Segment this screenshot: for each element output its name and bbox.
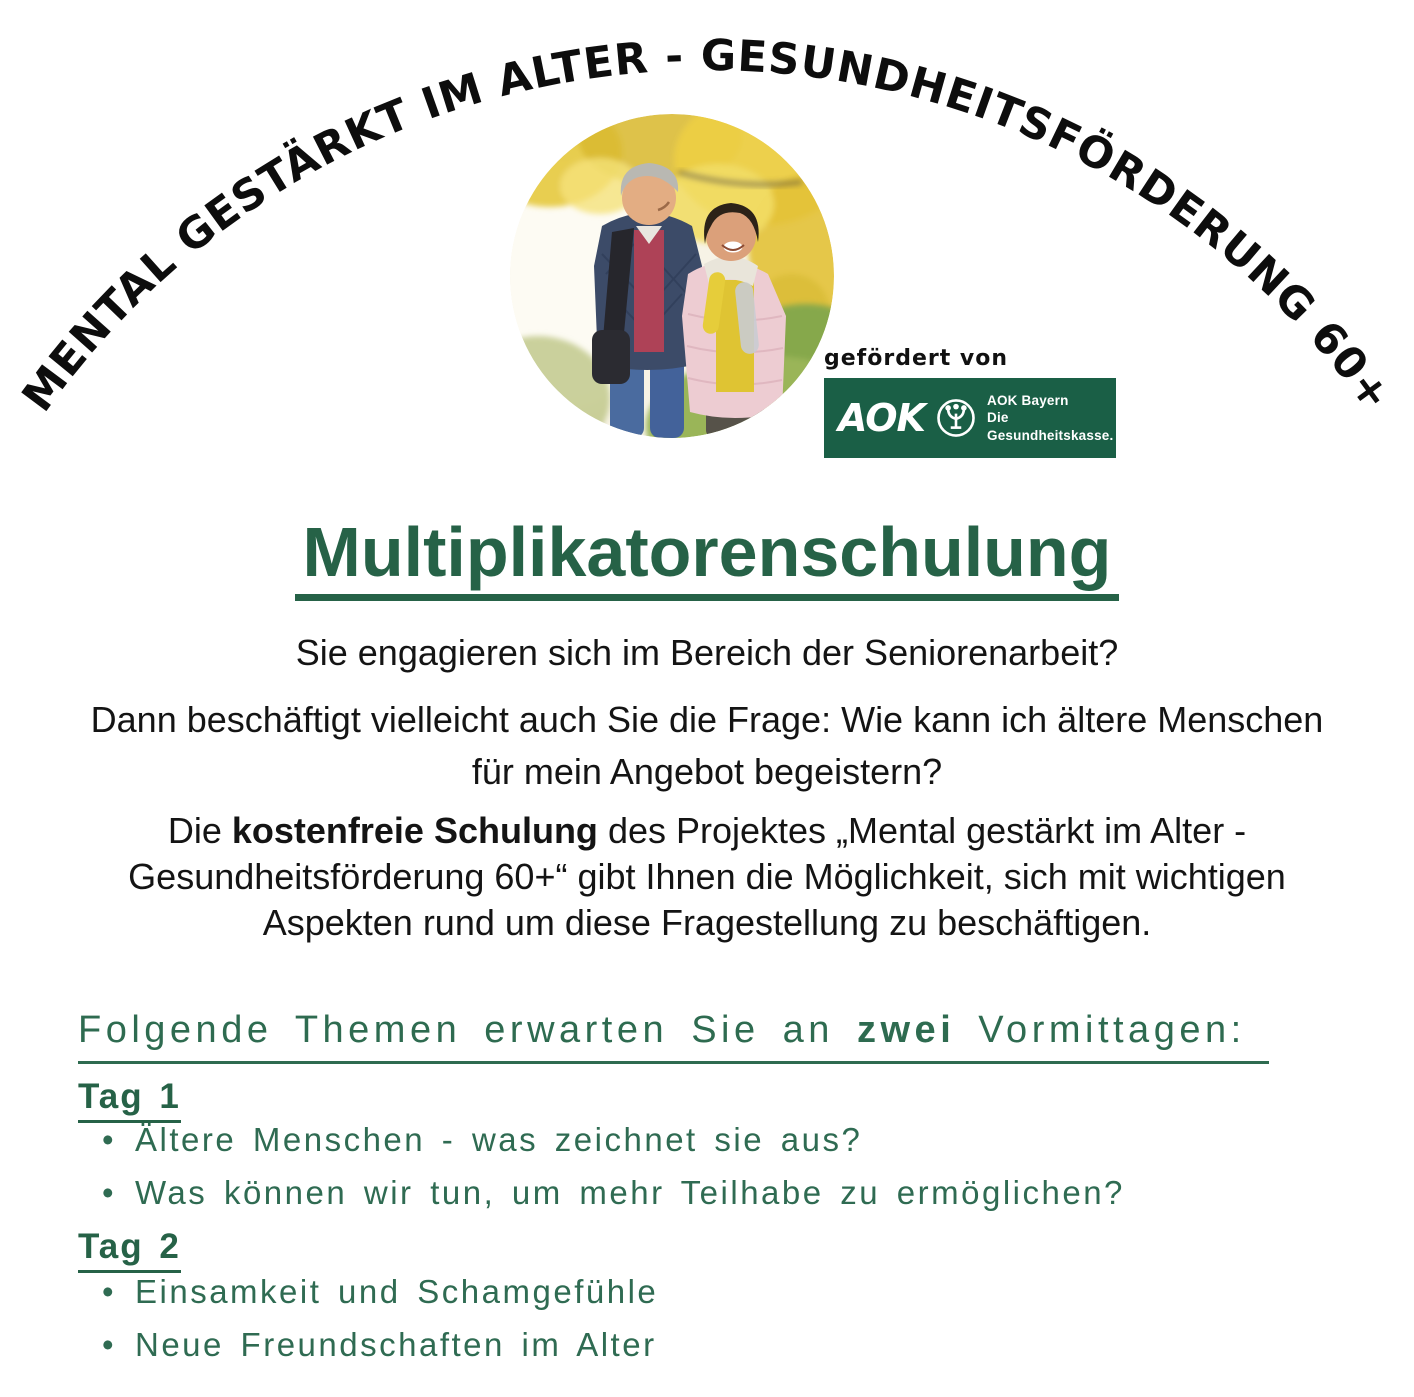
couple-photo-illustration xyxy=(510,114,834,438)
intro-question-2b: für mein Angebot begeistern? xyxy=(471,751,943,793)
day-1-list xyxy=(78,1120,1125,1226)
aok-wordmark: AOK xyxy=(838,396,925,440)
topics-heading-pre: Folgende Themen erwarten Sie an xyxy=(78,1009,857,1051)
sponsor-label: gefördert von xyxy=(824,346,1009,371)
intro-question-1: Sie engagieren sich im Bereich der Seniorenarbeit? xyxy=(295,632,1119,673)
day-2-item-2: • Neue Freundschaften im Alter xyxy=(78,1325,658,1365)
aok-logo xyxy=(824,378,1116,458)
aok-org-name xyxy=(987,392,1113,445)
description-paragraph xyxy=(52,808,1362,946)
day-2-label: Tag 2 xyxy=(78,1226,181,1273)
day-1-item-2: • Was können wir tun, um mehr Teilhabe zu ermöglichen? xyxy=(78,1173,1125,1213)
day-2-item-1: • Einsamkeit und Schamgefühle xyxy=(78,1272,658,1312)
day-1-item-1: • Ältere Menschen - was zeichnet sie aus? xyxy=(78,1120,1125,1160)
arc-title: MENTAL GESTÄRKT IM ALTER - GESUNDHEITSFÖRDERUNG 60+ xyxy=(12,30,1402,421)
topics-heading xyxy=(78,1008,1269,1064)
intro-question-2a: Dann beschäftigt vielleicht auch Sie die Frage: Wie kann ich ältere Menschen xyxy=(90,699,1324,740)
couple-photo xyxy=(510,114,834,438)
para-pre: Die xyxy=(167,810,232,851)
aok-org-line2: Die Gesundheitskasse. xyxy=(987,410,1114,443)
aok-org-line1: AOK Bayern xyxy=(987,392,1069,408)
para-post: des Projektes „Mental gestärkt im Alter - Gesundheitsförderung 60+“ gibt Ihnen die Möglichkeit, sich mit wichtigen Aspekten rund um diese Fragestellung zu beschäftigen. xyxy=(128,810,1286,944)
page-title: Multiplikatorenschulung xyxy=(295,514,1120,601)
intro-question-2 xyxy=(0,694,1414,798)
day-2-list xyxy=(78,1272,658,1378)
sponsor-block xyxy=(824,346,1116,458)
topics-heading-post: Vormittagen: xyxy=(955,1009,1246,1051)
day-1-label: Tag 1 xyxy=(78,1076,181,1123)
aok-tree-icon xyxy=(935,397,977,439)
topics-heading-bold: zwei xyxy=(857,1009,956,1051)
para-bold: kostenfreie Schulung xyxy=(231,810,598,851)
